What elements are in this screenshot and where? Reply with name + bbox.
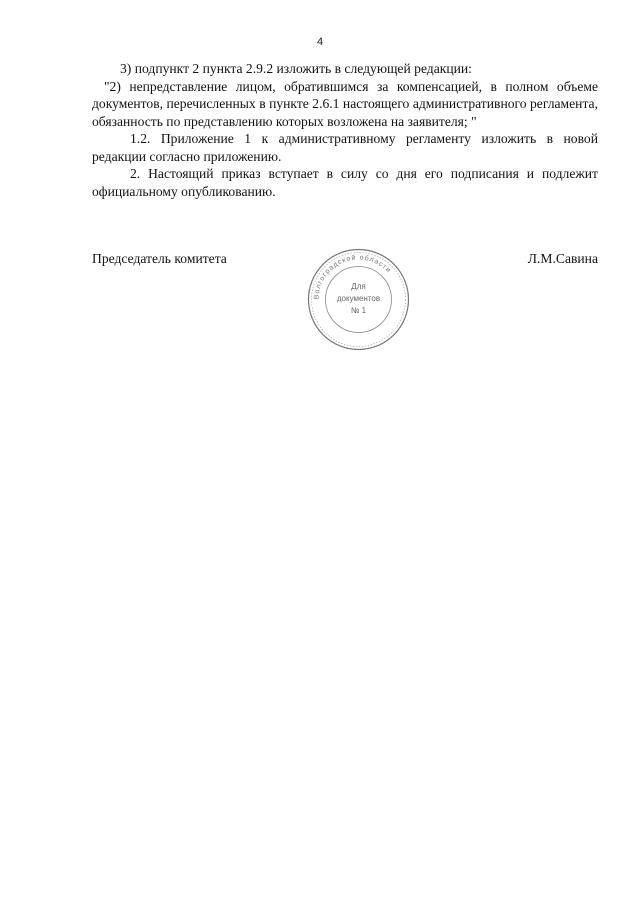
page-number: 4	[316, 36, 324, 48]
seal-line-1: Для	[351, 282, 366, 291]
paragraph-quote: "2) непредставление лицом, обратившимся за компенсацией, в полном объеме документов, перечисленных в пункте 2.6.1 настоящего административного регламента, обязанность по представлению которых возложена на заявителя; "	[92, 78, 598, 129]
document-body	[92, 60, 598, 200]
svg-text:Волгоградской области	[313, 254, 392, 300]
seal-ring-text: Волгоградской области	[313, 254, 393, 300]
seal-line-3: № 1	[350, 306, 367, 315]
signatory-position: Председатель комитета	[92, 251, 227, 266]
paragraph-appendix: 1.2. Приложение 1 к административному регламенту изложить в новой редакции согласно приложению.	[92, 131, 598, 164]
paragraph-effective: 2. Настоящий приказ вступает в силу со дня его подписания и подлежит официальному опубликованию.	[92, 166, 598, 199]
seal-line-2: документов	[336, 294, 381, 303]
signatory-name: Л.М.Савина	[527, 251, 598, 266]
paragraph-subpoint: 3) подпункт 2 пункта 2.9.2 изложить в следующей редакции:	[120, 61, 472, 76]
stamp-seal-icon	[306, 247, 411, 352]
